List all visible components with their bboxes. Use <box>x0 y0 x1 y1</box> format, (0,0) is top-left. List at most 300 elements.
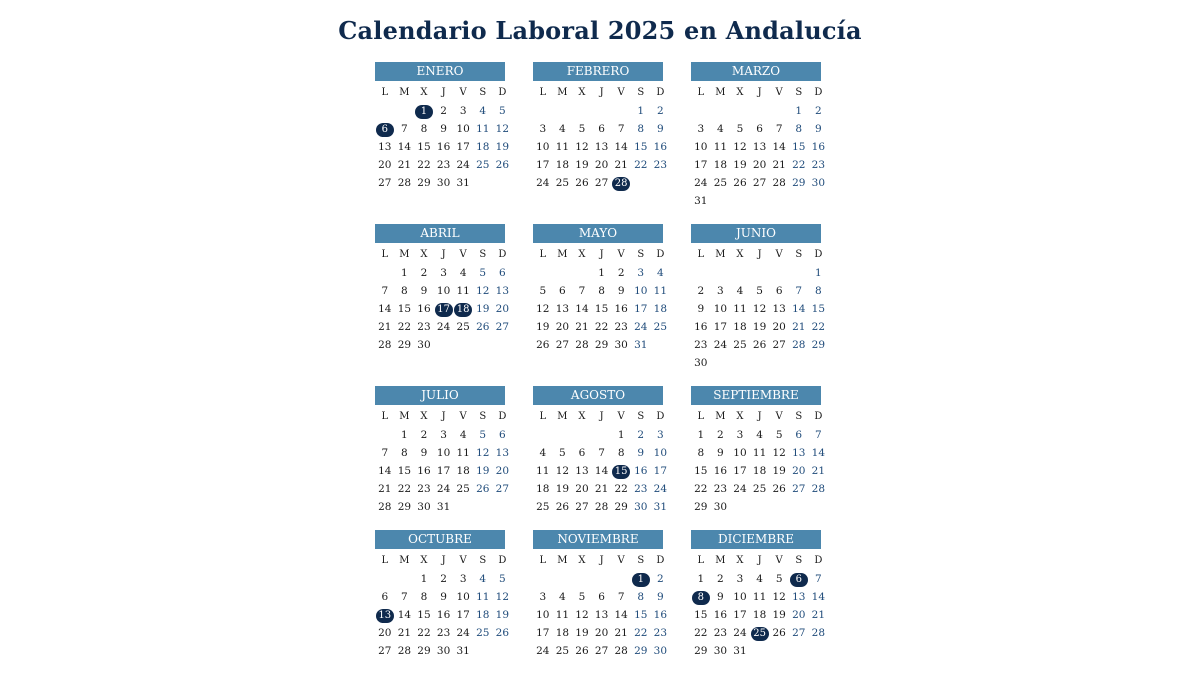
day-cell: 4 <box>756 573 763 585</box>
day-cell: 25 <box>653 321 668 333</box>
holiday-day: 15 <box>611 462 631 480</box>
day-cell: 10 <box>436 447 451 459</box>
day-cell: 27 <box>752 177 767 189</box>
weekday-label: D <box>656 411 665 422</box>
day-cell: 21 <box>378 483 392 495</box>
day-cell: 14 <box>614 141 628 153</box>
day-cell: 21 <box>594 483 609 495</box>
empty-cell <box>572 102 592 120</box>
day-cell: 4 <box>539 447 547 459</box>
day-cell: 3 <box>440 429 447 441</box>
day-cell: 19 <box>772 609 786 621</box>
day-cell: 5 <box>756 285 763 297</box>
day-cell: 20 <box>378 627 392 639</box>
day-cell: 14 <box>397 141 412 153</box>
day-cell: 23 <box>436 627 451 639</box>
weekday-label: X <box>420 249 428 260</box>
day-cell: 16 <box>417 303 431 315</box>
weekday-label: J <box>441 555 446 566</box>
month-header: SEPTIEMBRE <box>691 386 821 405</box>
day-cell: 7 <box>598 447 605 459</box>
day-cell: 1 <box>598 267 605 279</box>
weekday-label: S <box>637 411 645 422</box>
empty-cell <box>375 102 395 120</box>
holiday-day: 18 <box>453 300 473 318</box>
day-cell: 17 <box>733 609 747 621</box>
months-grid <box>375 62 827 660</box>
day-cell: 20 <box>752 159 767 171</box>
day-cell: 2 <box>617 267 625 279</box>
day-cell: 19 <box>575 159 589 171</box>
empty-cell <box>533 570 553 588</box>
day-cell: 28 <box>811 483 826 495</box>
day-cell: 21 <box>811 609 826 621</box>
month-header: JUNIO <box>691 224 821 243</box>
day-cell: 5 <box>559 447 566 459</box>
weekday-label: V <box>775 411 783 422</box>
empty-cell <box>375 570 395 588</box>
day-cell: 17 <box>436 465 451 477</box>
day-cell: 29 <box>634 645 648 657</box>
weekday-row <box>691 246 825 264</box>
days-grid <box>691 102 825 210</box>
day-cell: 29 <box>694 501 708 513</box>
day-cell: 14 <box>378 465 392 477</box>
day-cell: 11 <box>456 447 470 459</box>
month-abril <box>375 224 509 372</box>
weekday-label: S <box>795 249 803 260</box>
day-cell: 19 <box>536 321 550 333</box>
weekday-label: L <box>381 87 389 98</box>
weekday-label: M <box>557 249 568 260</box>
day-cell: 16 <box>417 465 431 477</box>
day-cell: 7 <box>381 285 389 297</box>
day-cell: 6 <box>499 267 506 279</box>
weekday-label: D <box>814 555 823 566</box>
weekday-label: S <box>479 249 487 260</box>
day-cell: 28 <box>397 645 412 657</box>
day-cell: 7 <box>381 447 389 459</box>
day-cell: 22 <box>792 159 806 171</box>
day-cell: 15 <box>417 609 431 621</box>
day-cell: 22 <box>417 159 431 171</box>
day-cell: 13 <box>575 465 589 477</box>
weekday-label: L <box>381 249 389 260</box>
day-cell: 13 <box>555 303 570 315</box>
empty-cell <box>572 570 592 588</box>
day-cell: 30 <box>653 645 668 657</box>
month-octubre <box>375 530 509 660</box>
page-title: Calendario Laboral 2025 en Andalucía <box>338 16 862 45</box>
days-grid <box>533 426 667 516</box>
day-cell: 1 <box>815 267 822 279</box>
day-cell: 23 <box>811 159 826 171</box>
day-cell: 8 <box>420 123 428 135</box>
day-cell: 21 <box>378 321 392 333</box>
day-cell: 9 <box>815 123 822 135</box>
day-cell: 22 <box>694 483 708 495</box>
day-cell: 9 <box>420 285 428 297</box>
month-mayo <box>533 224 667 372</box>
weekday-label: V <box>459 87 467 98</box>
day-cell: 23 <box>713 483 728 495</box>
empty-cell <box>553 102 573 120</box>
month-agosto <box>533 386 667 516</box>
weekday-label: J <box>757 249 762 260</box>
day-cell: 30 <box>694 357 708 369</box>
weekday-label: L <box>697 87 705 98</box>
day-cell: 3 <box>736 573 744 585</box>
day-cell: 4 <box>459 429 467 441</box>
day-cell: 20 <box>495 303 510 315</box>
day-cell: 15 <box>694 465 708 477</box>
empty-cell <box>533 102 553 120</box>
day-cell: 26 <box>733 177 747 189</box>
day-cell: 24 <box>436 321 451 333</box>
holiday-day: 13 <box>375 606 395 624</box>
weekday-label: J <box>599 249 604 260</box>
empty-cell <box>572 426 592 444</box>
day-cell: 12 <box>752 303 767 315</box>
day-cell: 2 <box>637 429 645 441</box>
weekday-row <box>533 84 667 102</box>
day-cell: 1 <box>637 105 645 117</box>
day-cell: 14 <box>811 591 826 603</box>
day-cell: 2 <box>440 105 447 117</box>
day-cell: 22 <box>417 627 431 639</box>
weekday-label: X <box>736 555 744 566</box>
month-header: AGOSTO <box>533 386 663 405</box>
day-cell: 11 <box>653 285 668 297</box>
weekday-label: M <box>715 249 726 260</box>
day-cell: 7 <box>617 591 625 603</box>
day-cell: 20 <box>555 321 570 333</box>
day-cell: 31 <box>456 177 470 189</box>
day-cell: 7 <box>795 285 803 297</box>
month-header: NOVIEMBRE <box>533 530 663 549</box>
day-cell: 17 <box>456 141 470 153</box>
day-cell: 23 <box>694 339 708 351</box>
empty-cell <box>553 570 573 588</box>
day-cell: 8 <box>420 591 428 603</box>
day-cell: 20 <box>594 627 609 639</box>
weekday-label: L <box>381 411 389 422</box>
day-cell: 15 <box>397 465 412 477</box>
weekday-label: M <box>399 87 410 98</box>
weekday-label: S <box>637 87 645 98</box>
weekday-label: X <box>736 87 744 98</box>
day-cell: 26 <box>772 627 786 639</box>
day-cell: 23 <box>417 321 431 333</box>
month-header: FEBRERO <box>533 62 663 81</box>
day-cell: 31 <box>653 501 668 513</box>
day-cell: 8 <box>815 285 822 297</box>
day-cell: 6 <box>775 285 783 297</box>
day-cell: 8 <box>617 447 625 459</box>
day-cell: 29 <box>792 177 806 189</box>
day-cell: 7 <box>775 123 783 135</box>
day-cell: 8 <box>697 447 705 459</box>
day-cell: 21 <box>614 159 628 171</box>
month-header: JULIO <box>375 386 505 405</box>
day-cell: 19 <box>476 465 490 477</box>
month-junio <box>691 224 825 372</box>
weekday-row <box>375 552 509 570</box>
day-cell: 9 <box>717 591 724 603</box>
day-cell: 14 <box>397 609 412 621</box>
weekday-label: J <box>441 249 446 260</box>
day-cell: 20 <box>594 159 609 171</box>
empty-cell <box>375 426 395 444</box>
day-cell: 5 <box>578 123 586 135</box>
day-cell: 28 <box>811 627 826 639</box>
empty-cell <box>592 426 612 444</box>
weekday-label: J <box>757 87 762 98</box>
day-cell: 18 <box>733 321 747 333</box>
weekday-label: X <box>420 411 428 422</box>
day-cell: 12 <box>495 123 510 135</box>
day-cell: 9 <box>617 285 625 297</box>
days-grid <box>691 570 825 660</box>
day-cell: 4 <box>717 123 724 135</box>
weekday-label: M <box>715 555 726 566</box>
holiday-day: 6 <box>789 570 809 588</box>
day-cell: 9 <box>637 447 645 459</box>
day-cell: 13 <box>594 609 609 621</box>
day-cell: 2 <box>440 573 447 585</box>
day-cell: 15 <box>811 303 826 315</box>
day-cell: 12 <box>733 141 747 153</box>
holiday-day: 28 <box>611 174 631 192</box>
day-cell: 27 <box>594 177 609 189</box>
day-cell: 24 <box>456 627 470 639</box>
day-cell: 10 <box>634 285 648 297</box>
day-cell: 25 <box>476 627 490 639</box>
day-cell: 11 <box>476 591 490 603</box>
day-cell: 24 <box>733 483 747 495</box>
day-cell: 8 <box>795 123 803 135</box>
day-cell: 15 <box>792 141 806 153</box>
day-cell: 11 <box>536 465 550 477</box>
day-cell: 2 <box>420 429 428 441</box>
weekday-row <box>533 408 667 426</box>
day-cell: 13 <box>378 141 392 153</box>
day-cell: 16 <box>653 609 668 621</box>
day-cell: 6 <box>756 123 763 135</box>
day-cell: 27 <box>575 501 589 513</box>
weekday-row <box>533 552 667 570</box>
day-cell: 24 <box>713 339 728 351</box>
day-cell: 11 <box>555 609 570 621</box>
day-cell: 15 <box>594 303 609 315</box>
day-cell: 29 <box>594 339 609 351</box>
empty-cell <box>750 264 770 282</box>
day-cell: 24 <box>634 321 648 333</box>
day-cell: 13 <box>792 591 806 603</box>
day-cell: 3 <box>459 573 467 585</box>
day-cell: 22 <box>811 321 826 333</box>
day-cell: 25 <box>536 501 550 513</box>
day-cell: 18 <box>752 465 767 477</box>
day-cell: 12 <box>476 285 490 297</box>
day-cell: 16 <box>811 141 826 153</box>
day-cell: 13 <box>594 141 609 153</box>
day-cell: 12 <box>575 141 589 153</box>
day-cell: 1 <box>795 105 803 117</box>
weekday-label: S <box>479 411 487 422</box>
weekday-label: J <box>599 87 604 98</box>
day-cell: 26 <box>575 177 589 189</box>
day-cell: 14 <box>378 303 392 315</box>
weekday-label: J <box>441 87 446 98</box>
day-cell: 14 <box>614 609 628 621</box>
month-header: DICIEMBRE <box>691 530 821 549</box>
weekday-label: M <box>557 555 568 566</box>
weekday-label: D <box>656 249 665 260</box>
day-cell: 8 <box>637 123 645 135</box>
day-cell: 26 <box>495 627 510 639</box>
month-header: MAYO <box>533 224 663 243</box>
weekday-label: J <box>757 411 762 422</box>
day-cell: 22 <box>594 321 609 333</box>
day-cell: 16 <box>614 303 628 315</box>
weekday-label: L <box>697 411 705 422</box>
weekday-label: S <box>795 555 803 566</box>
weekday-label: X <box>578 411 586 422</box>
weekday-label: D <box>814 249 823 260</box>
weekday-label: D <box>498 87 507 98</box>
month-julio <box>375 386 509 516</box>
day-cell: 22 <box>694 627 708 639</box>
month-header: MARZO <box>691 62 821 81</box>
day-cell: 14 <box>792 303 806 315</box>
day-cell: 26 <box>555 501 570 513</box>
empty-cell <box>533 264 553 282</box>
days-grid <box>533 264 667 354</box>
day-cell: 29 <box>417 177 431 189</box>
day-cell: 1 <box>401 267 408 279</box>
days-grid <box>691 426 825 516</box>
day-cell: 12 <box>772 591 786 603</box>
day-cell: 11 <box>733 303 747 315</box>
day-cell: 15 <box>417 141 431 153</box>
weekday-label: S <box>637 249 645 260</box>
day-cell: 13 <box>772 303 786 315</box>
day-cell: 30 <box>713 501 728 513</box>
day-cell: 11 <box>713 141 728 153</box>
day-cell: 24 <box>536 645 550 657</box>
day-cell: 7 <box>617 123 625 135</box>
day-cell: 18 <box>713 159 728 171</box>
days-grid <box>375 264 509 354</box>
day-cell: 4 <box>657 267 664 279</box>
day-cell: 6 <box>598 123 605 135</box>
days-grid <box>691 264 825 372</box>
day-cell: 18 <box>555 627 570 639</box>
day-cell: 22 <box>634 627 648 639</box>
day-cell: 23 <box>713 627 728 639</box>
day-cell: 19 <box>752 321 767 333</box>
weekday-label: M <box>557 87 568 98</box>
day-cell: 18 <box>536 483 550 495</box>
day-cell: 27 <box>495 321 510 333</box>
day-cell: 9 <box>717 447 724 459</box>
empty-cell <box>789 264 809 282</box>
weekday-label: D <box>498 249 507 260</box>
day-cell: 20 <box>575 483 589 495</box>
day-cell: 30 <box>634 501 648 513</box>
day-cell: 24 <box>653 483 668 495</box>
empty-cell <box>730 102 750 120</box>
weekday-label: S <box>795 87 803 98</box>
day-cell: 10 <box>536 609 550 621</box>
weekday-label: D <box>814 87 823 98</box>
day-cell: 6 <box>578 447 586 459</box>
day-cell: 28 <box>614 645 628 657</box>
day-cell: 6 <box>598 591 605 603</box>
day-cell: 30 <box>713 645 728 657</box>
weekday-label: M <box>399 249 410 260</box>
empty-cell <box>375 264 395 282</box>
day-cell: 18 <box>476 141 490 153</box>
day-cell: 2 <box>815 105 822 117</box>
weekday-label: M <box>715 87 726 98</box>
weekday-label: X <box>578 249 586 260</box>
day-cell: 6 <box>795 429 803 441</box>
day-cell: 8 <box>637 591 645 603</box>
day-cell: 12 <box>772 447 786 459</box>
day-cell: 4 <box>479 105 487 117</box>
empty-cell <box>711 102 731 120</box>
day-cell: 25 <box>476 159 490 171</box>
day-cell: 10 <box>653 447 668 459</box>
empty-cell <box>572 264 592 282</box>
weekday-row <box>533 246 667 264</box>
day-cell: 20 <box>792 465 806 477</box>
day-cell: 19 <box>476 303 490 315</box>
day-cell: 4 <box>559 123 566 135</box>
day-cell: 28 <box>575 339 589 351</box>
day-cell: 24 <box>536 177 550 189</box>
weekday-label: X <box>736 411 744 422</box>
day-cell: 30 <box>436 177 451 189</box>
weekday-label: X <box>736 249 744 260</box>
weekday-row <box>691 552 825 570</box>
day-cell: 20 <box>792 609 806 621</box>
weekday-label: D <box>814 411 823 422</box>
day-cell: 5 <box>736 123 744 135</box>
day-cell: 27 <box>378 177 392 189</box>
weekday-label: V <box>617 411 625 422</box>
weekday-label: D <box>656 555 665 566</box>
day-cell: 19 <box>555 483 570 495</box>
day-cell: 30 <box>417 339 431 351</box>
day-cell: 15 <box>634 609 648 621</box>
day-cell: 31 <box>694 195 708 207</box>
day-cell: 10 <box>456 591 470 603</box>
weekday-label: L <box>539 87 547 98</box>
day-cell: 11 <box>476 123 490 135</box>
day-cell: 21 <box>811 465 826 477</box>
weekday-row <box>375 246 509 264</box>
holiday-day: 8 <box>691 588 711 606</box>
day-cell: 31 <box>456 645 470 657</box>
empty-cell <box>611 570 631 588</box>
day-cell: 5 <box>775 429 783 441</box>
day-cell: 3 <box>657 429 664 441</box>
month-noviembre <box>533 530 667 660</box>
day-cell: 12 <box>575 609 589 621</box>
